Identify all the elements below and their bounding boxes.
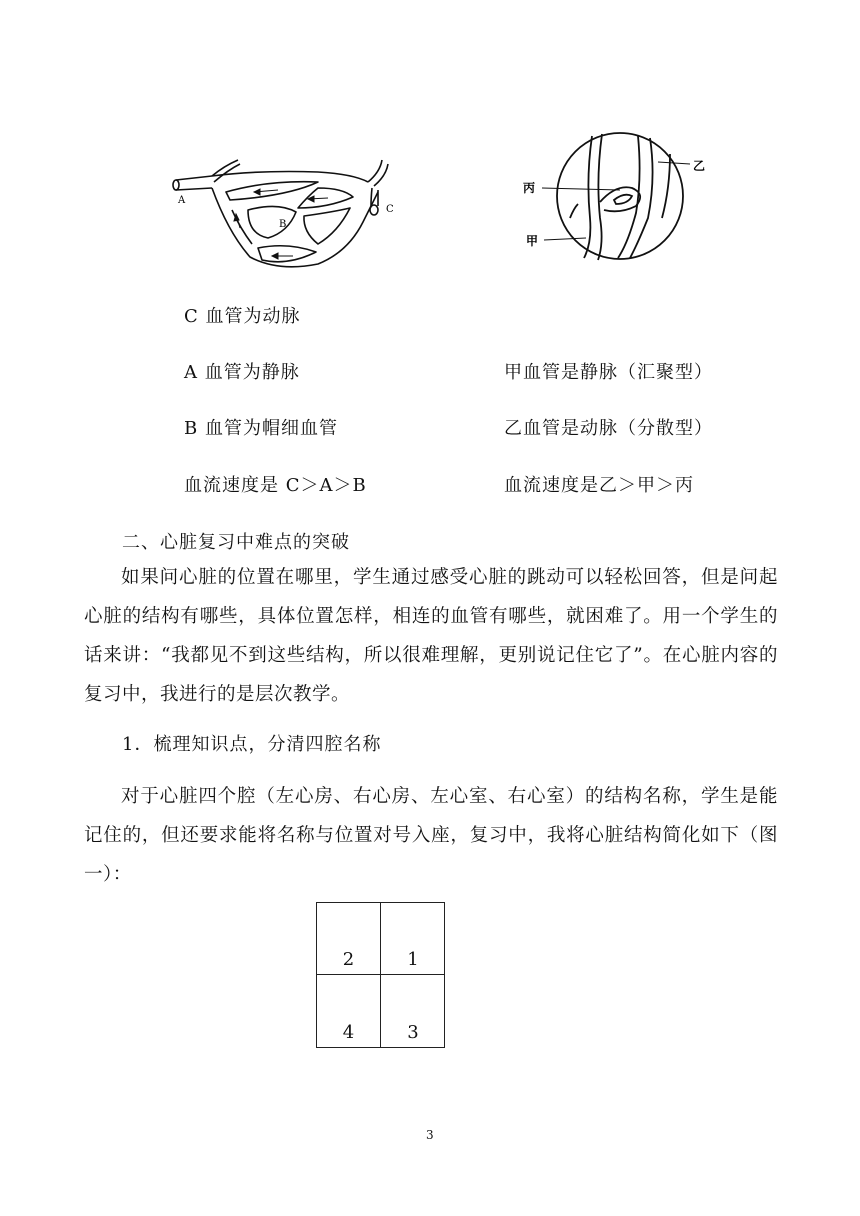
label-jia: 甲 xyxy=(526,234,539,248)
microscope-view-diagram xyxy=(520,118,720,278)
label-bing: 丙 xyxy=(523,181,536,195)
caption-right-3: 血流速度是乙＞甲＞丙 xyxy=(504,475,694,496)
heart-chamber-grid xyxy=(316,902,445,1048)
grid-label-2: 2 xyxy=(342,949,355,970)
caption-left-3: B 血管为帽细血管 xyxy=(184,418,338,439)
section-heading: 二、心脏复习中难点的突破 xyxy=(122,532,350,553)
grid-label-3: 3 xyxy=(407,1022,419,1043)
caption-left-4: 血流速度是 C＞A＞B xyxy=(184,475,367,496)
caption-right-2: 乙血管是动脉（分散型） xyxy=(504,418,713,439)
caption-right-1: 甲血管是静脉（汇聚型） xyxy=(504,362,713,383)
label-a: A xyxy=(178,195,186,206)
grid-label-1: 1 xyxy=(407,949,419,970)
grid-cell-bottom-left xyxy=(317,975,381,1047)
grid-cell-top-right xyxy=(381,903,445,975)
caption-left-2: A 血管为静脉 xyxy=(184,362,300,383)
label-c: C xyxy=(386,204,394,215)
capillary-network-diagram xyxy=(168,152,398,277)
grid-cell-bottom-right xyxy=(381,975,445,1047)
grid-label-4: 4 xyxy=(342,1022,355,1043)
label-yi: 乙 xyxy=(693,159,706,173)
grid-cell-top-left xyxy=(317,903,381,975)
caption-left-1: C 血管为动脉 xyxy=(184,306,301,327)
page-number: 3 xyxy=(426,1128,434,1142)
paragraph-1: 如果问心脏的位置在哪里，学生通过感受心脏的跳动可以轻松回答，但是问起心脏的结构有哪些，具体位置怎样，相连的血管有哪些，就困难了。用一个学生的话来讲：“我都见不到这些结构，所以很难理解，更别说记住它了”。在心脏内容的复习中，我进行的是层次教学。 xyxy=(84,567,778,705)
subheading-1: 1．梳理知识点，分清四腔名称 xyxy=(122,734,382,755)
label-b: B xyxy=(279,219,287,230)
paragraph-2: 对于心脏四个腔（左心房、右心房、左心室、右心室）的结构名称，学生是能记住的，但还要求能将名称与位置对号入座，复习中，我将心脏结构简化如下（图一）： xyxy=(84,786,778,885)
